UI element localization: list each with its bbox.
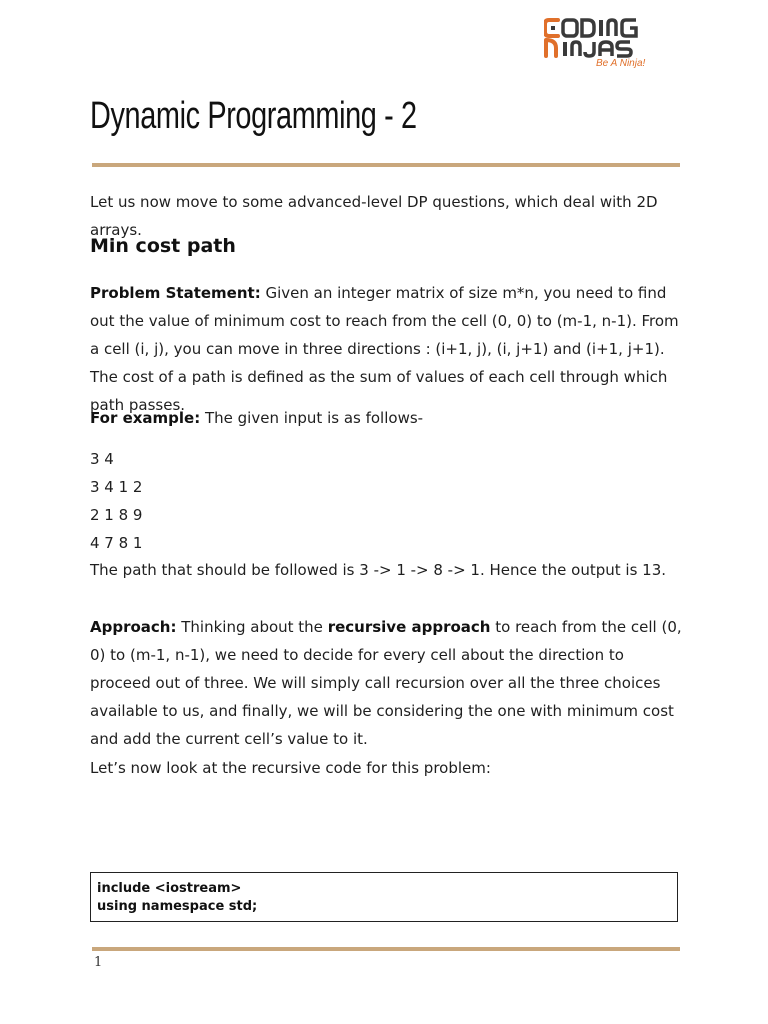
problem-statement-text: Given an integer matrix of size m*n, you need to find out the value of minimum cost to reach from the cell (0, 0) to (m-1, n-1). From a cell (i, j), you can move in three directions : (i+1, j), (i, j+1) and (i+1, j+1). The cost of a path is defined as the sum of values of each cell through which path passes. [90, 284, 679, 414]
approach-label: Approach: [90, 618, 177, 636]
coding-ninjas-logo [544, 14, 660, 70]
problem-statement-paragraph [90, 279, 682, 419]
matrix-line: 4 7 8 1 [90, 534, 143, 552]
header-divider [92, 163, 680, 167]
logo-tagline: Be A Ninja! [596, 58, 646, 69]
approach-paragraph [90, 613, 682, 753]
matrix-line: 3 4 1 2 [90, 478, 143, 496]
code-block [90, 872, 678, 922]
problem-statement-label: Problem Statement: [90, 284, 261, 302]
example-label: For example: [90, 409, 201, 427]
approach-text-end: to reach from the cell (0, 0) to (m-1, n-1), we need to decide for every cell about the direction to proceed out of three. We will simply call recursion over all the three choices available to us, and finally, we will be considering the one with minimum cost and add the current cell’s value to it. [90, 618, 682, 748]
footer-divider [92, 947, 680, 951]
matrix-line: 3 4 [90, 450, 114, 468]
page-number: 1 [94, 955, 103, 970]
approach-bold-text: recursive approach [327, 618, 491, 636]
approach-text-start: Thinking about the [176, 618, 328, 636]
example-paragraph [90, 404, 682, 432]
recursive-code-intro: Let’s now look at the recursive code for this problem: [90, 759, 491, 777]
intro-paragraph: Let us now move to some advanced-level DP questions, which deal with 2D arrays. [90, 193, 658, 239]
page-title: Dynamic Programming - 2 [90, 95, 417, 137]
logo-mark-icon [544, 14, 660, 70]
code-line: using namespace std; [97, 899, 258, 914]
example-input-matrix [90, 445, 142, 557]
matrix-line: 2 1 8 9 [90, 506, 143, 524]
path-output-text: The path that should be followed is 3 -> 1 -> 8 -> 1. Hence the output is 13. [90, 561, 667, 579]
example-text: The given input is as follows- [200, 409, 424, 427]
section-heading: Min cost path [90, 235, 236, 257]
code-line: include <iostream> [97, 881, 242, 896]
